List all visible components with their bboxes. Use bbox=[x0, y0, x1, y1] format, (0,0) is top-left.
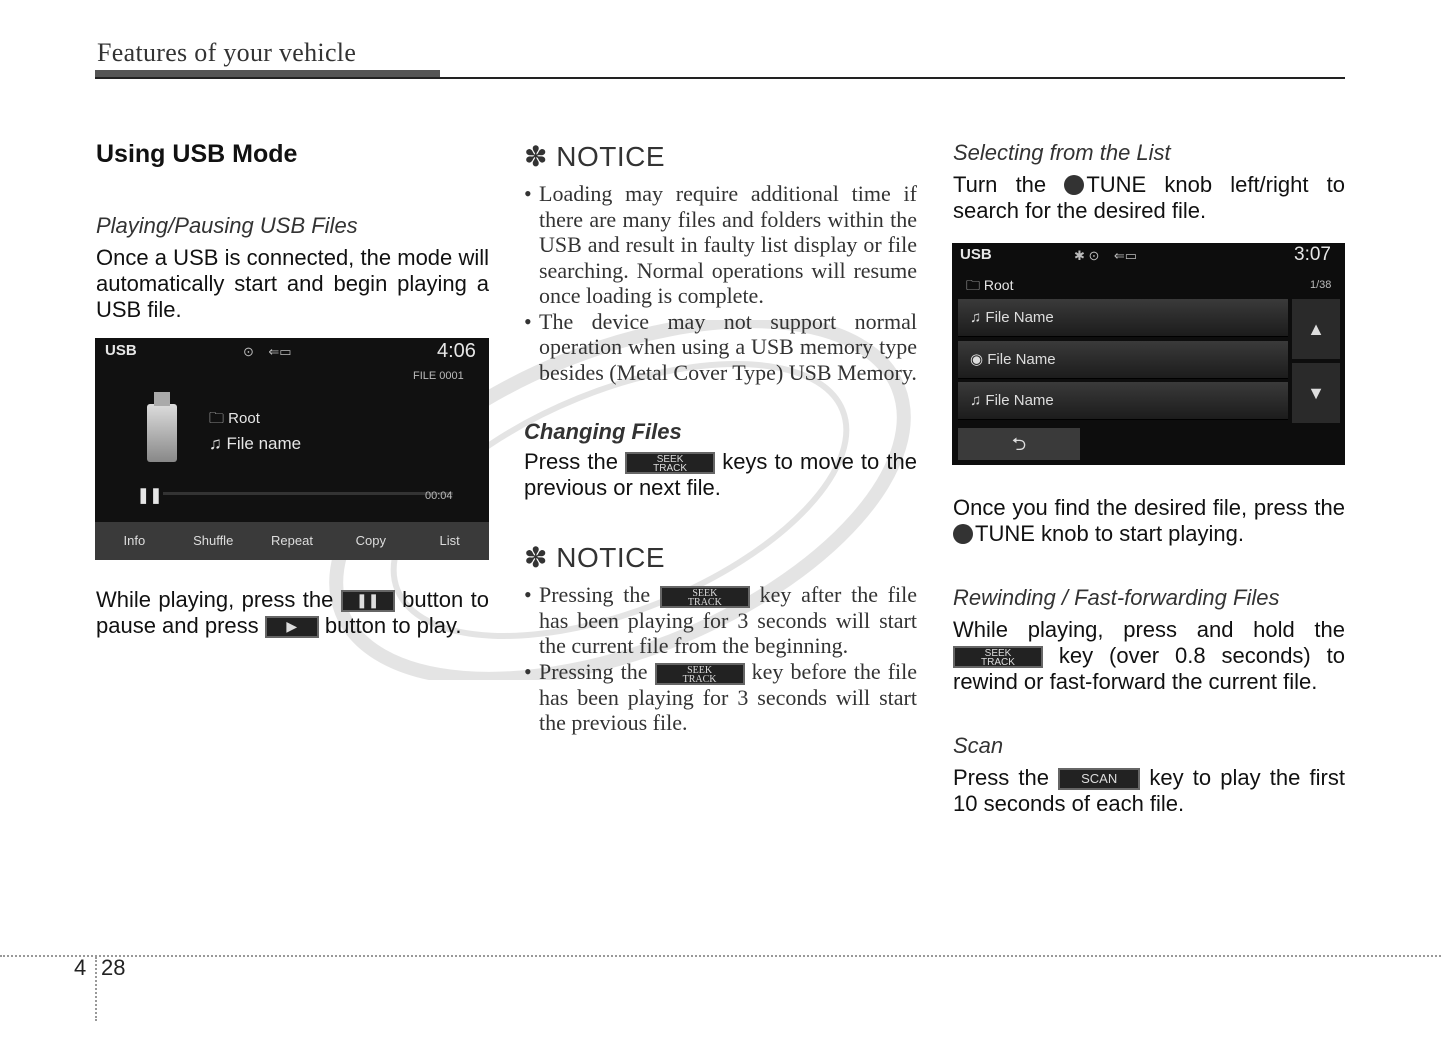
screen-mode-label: USB bbox=[960, 246, 992, 263]
music-note-icon: ♫ bbox=[970, 309, 986, 326]
notice-list-1 bbox=[524, 181, 917, 385]
subheading-scan: Scan bbox=[953, 733, 1004, 758]
footer-rule bbox=[0, 955, 1441, 957]
notice-heading-1: ✽ NOTICE bbox=[524, 141, 666, 172]
softkey-copy[interactable]: Copy bbox=[355, 533, 386, 548]
chapter-number: 4 bbox=[74, 955, 87, 980]
notice-item: • The device may not support normal operation when using a USB memory type besides (Metal Cover Type) USB Memory. bbox=[524, 309, 917, 386]
running-header: Features of your vehicle bbox=[97, 38, 357, 67]
pause-button-icon: ❚❚ bbox=[341, 590, 395, 612]
tune-knob-icon bbox=[1064, 175, 1084, 195]
screen-mode-label: USB bbox=[105, 342, 137, 359]
changing-text-b: keys to move to the previous or next file. bbox=[524, 449, 917, 500]
usb-playback-screen bbox=[95, 338, 489, 560]
usb-list-screen bbox=[952, 243, 1345, 465]
usb-stick-icon bbox=[147, 404, 177, 462]
scan-key-icon: SCAN bbox=[1058, 768, 1140, 790]
paragraph-press-tune: Once you find the desired file, press the TUNE knob to start playing. bbox=[953, 495, 1345, 546]
track-number: FILE 0001 bbox=[413, 370, 464, 382]
softkey-list[interactable]: List bbox=[439, 533, 460, 548]
list-item[interactable]: ◉ File Name bbox=[958, 341, 1288, 379]
column-left-lower bbox=[96, 587, 489, 639]
music-note-icon: ♫ bbox=[209, 434, 227, 453]
file-count: 1/38 bbox=[1310, 279, 1332, 291]
subheading-changing-files: Changing Files bbox=[524, 419, 682, 444]
clock: 3:07 bbox=[1294, 244, 1331, 265]
notice-list-2 bbox=[524, 582, 917, 736]
status-icons: ⊙ ⇐▭ bbox=[243, 344, 292, 359]
folder-line bbox=[209, 408, 260, 433]
seek-track-key-icon: SEEK TRACK bbox=[655, 663, 745, 685]
section-title: Using USB Mode bbox=[96, 140, 298, 168]
softkey-info[interactable]: Info bbox=[123, 533, 146, 548]
progress-bar[interactable] bbox=[163, 492, 453, 495]
subheading-playing-pausing: Playing/Pausing USB Files bbox=[96, 213, 358, 238]
notice-item: • Pressing the SEEK TRACK key after the file has been playing for 3 seconds will start the current file from the beginning. bbox=[524, 582, 917, 659]
paragraph-scan: Press the SCAN key to play the first 10 seconds of each file. bbox=[953, 765, 1345, 816]
elapsed-time: 00:04 bbox=[425, 490, 453, 502]
subheading-rewind-ff: Rewinding / Fast-forwarding Files bbox=[953, 585, 1280, 610]
folder-name: Root bbox=[228, 410, 260, 427]
softkey-repeat[interactable]: Repeat bbox=[271, 533, 313, 548]
file-line bbox=[209, 434, 301, 454]
column-left bbox=[96, 140, 489, 323]
changing-text-a: Press the bbox=[524, 449, 618, 474]
list-item[interactable]: ♫ File Name bbox=[958, 382, 1288, 420]
pause-icon[interactable]: ❚❚ bbox=[137, 487, 163, 504]
paragraph-usb-connected: Once a USB is connected, the mode will automatically start and begin playing a USB file. bbox=[96, 245, 489, 322]
seek-track-key-icon: SEEK TRACK bbox=[625, 452, 715, 474]
music-note-icon: ♫ bbox=[970, 392, 986, 409]
back-button[interactable] bbox=[958, 428, 1080, 460]
softkey-shuffle[interactable]: Shuffle bbox=[193, 533, 234, 548]
notice-item: • Loading may require additional time if there are many files and folders within the USB and result in faulty list display or file searching. Normal operations will resume once loading is complete. bbox=[524, 181, 917, 309]
notice-heading-2: ✽ NOTICE bbox=[524, 542, 666, 573]
folder-icon: 🗀 bbox=[209, 410, 229, 427]
column-middle bbox=[524, 140, 917, 736]
column-right-lower bbox=[953, 495, 1345, 817]
seek-track-key-icon: SEEK TRACK bbox=[660, 586, 750, 608]
paragraph-pause-play bbox=[96, 587, 489, 639]
subheading-selecting-list: Selecting from the List bbox=[953, 140, 1171, 165]
play-button-icon: ▶ bbox=[265, 616, 319, 638]
folder-line bbox=[966, 275, 1013, 299]
pause-text-c: button to play. bbox=[324, 613, 462, 638]
page-number: 28 bbox=[101, 955, 126, 980]
clock: 4:06 bbox=[437, 340, 476, 362]
column-right bbox=[953, 140, 1345, 224]
tune-knob-icon bbox=[953, 524, 973, 544]
paragraph-turn-tune: Turn the TUNE knob left/right to search for the desired file. bbox=[953, 172, 1345, 223]
folder-name: Root bbox=[983, 277, 1014, 293]
header-rule bbox=[95, 77, 1345, 79]
paragraph-rewind-ff: While playing, press and hold the SEEK TRACK key (over 0.8 seconds) to rewind or fast-forward the current file. bbox=[953, 617, 1345, 694]
scroll-down-button[interactable]: ▼ bbox=[1292, 363, 1340, 423]
list-item[interactable]: ♫ File Name bbox=[958, 299, 1288, 337]
pause-text-b: button to pause and press bbox=[96, 587, 489, 638]
pause-text-a: While playing, press the bbox=[96, 587, 334, 612]
playing-icon: ◉ bbox=[970, 351, 988, 368]
footer-divider bbox=[95, 957, 97, 1021]
file-name: File name bbox=[226, 434, 302, 453]
folder-icon: 🗀 bbox=[966, 277, 984, 293]
back-arrow-icon: ⮌ bbox=[1011, 434, 1027, 454]
scroll-up-button[interactable]: ▲ bbox=[1292, 299, 1340, 359]
notice-item: • Pressing the SEEK TRACK key before the file has been playing for 3 seconds will start the previous file. bbox=[524, 659, 917, 736]
seek-track-key-icon: SEEK TRACK bbox=[953, 646, 1043, 668]
paragraph-changing-files bbox=[524, 449, 917, 501]
status-icons: ✱ ⊙ ⇐▭ bbox=[1074, 248, 1138, 263]
softkey-bar bbox=[95, 522, 489, 560]
